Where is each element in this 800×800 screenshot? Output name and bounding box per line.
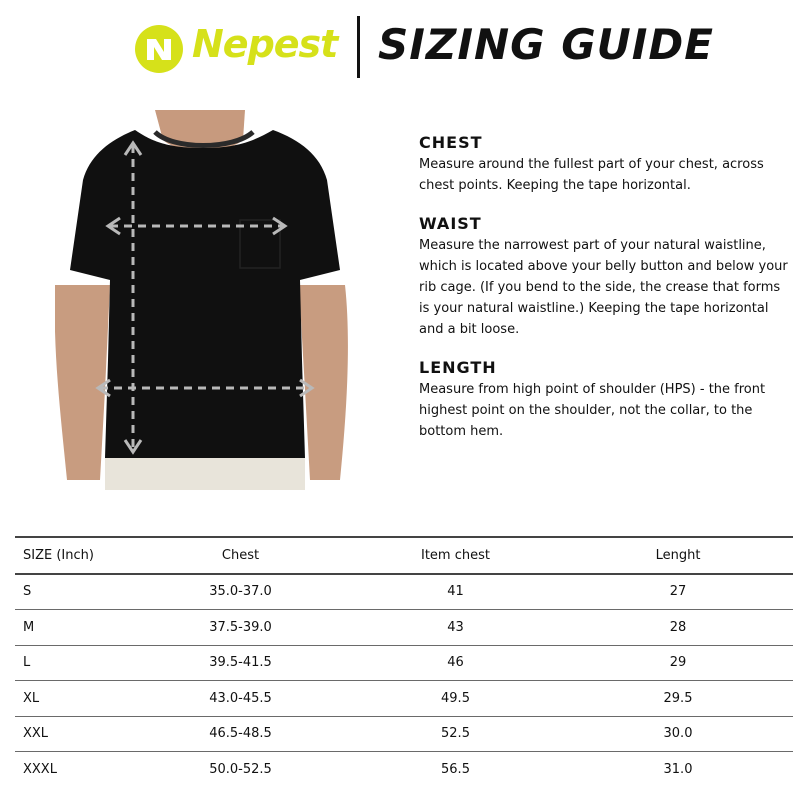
chest-cell: 43.0-45.5: [133, 681, 348, 717]
chest-title: CHEST: [419, 133, 483, 152]
header-divider: [357, 16, 360, 78]
table-header-row: [15, 537, 793, 574]
header-size: SIZE (Inch): [15, 537, 133, 574]
header-item-chest: Item chest: [348, 537, 563, 574]
item-chest-cell: 46: [348, 645, 563, 681]
table-row: [15, 752, 793, 787]
table-row: [15, 716, 793, 752]
item-chest-cell: 52.5: [348, 716, 563, 752]
size-cell: S: [15, 574, 133, 610]
table-row: [15, 645, 793, 681]
item-chest-cell: 49.5: [348, 681, 563, 717]
length-cell: 29: [563, 645, 793, 681]
chest-cell: 39.5-41.5: [133, 645, 348, 681]
waist-title: WAIST: [419, 214, 482, 233]
size-cell: XXL: [15, 716, 133, 752]
chest-text: Measure around the fullest part of your chest, across chest points. Keeping the tape horizontal.: [419, 157, 764, 193]
length-cell: 27: [563, 574, 793, 610]
length-cell: 30.0: [563, 716, 793, 752]
measurement-instructions: [419, 133, 794, 460]
nepest-logo-icon: [134, 24, 184, 74]
length-cell: 28: [563, 610, 793, 646]
length-text: Measure from high point of shoulder (HPS) - the front highest point on the shoulder, not the collar, to the bottom hem.: [419, 382, 766, 439]
chest-cell: 35.0-37.0: [133, 574, 348, 610]
chest-section: [419, 133, 794, 196]
waist-section: [419, 214, 794, 340]
chest-cell: 37.5-39.0: [133, 610, 348, 646]
size-cell: XL: [15, 681, 133, 717]
header-length: Lenght: [563, 537, 793, 574]
item-chest-cell: 43: [348, 610, 563, 646]
length-section: [419, 358, 794, 442]
table-row: [15, 681, 793, 717]
chest-cell: 50.0-52.5: [209, 761, 272, 777]
chest-cell: 46.5-48.5: [133, 716, 348, 752]
page-title: SIZING GUIDE: [378, 20, 714, 69]
table-row: [15, 574, 793, 610]
length-cell: 29.5: [563, 681, 793, 717]
header: [0, 0, 800, 110]
item-chest-cell: 41: [348, 574, 563, 610]
size-cell: M: [15, 610, 133, 646]
length-cell: 31.0: [663, 761, 693, 777]
size-cell: XXXL: [23, 761, 57, 777]
table-row: [15, 610, 793, 646]
length-title: LENGTH: [419, 358, 497, 377]
waist-text: Measure the narrowest part of your natural waistline, which is located above your belly button and below your rib cage. (If you bend to the side, the crease that forms is your natural waistline.) Keeping the tape horizontal and a bit loose.: [419, 238, 788, 337]
header-chest: Chest: [133, 537, 348, 574]
model-tshirt-illustration: [55, 110, 355, 490]
size-table: [15, 536, 793, 787]
brand-name: Nepest: [192, 22, 338, 66]
item-chest-cell: 56.5: [441, 761, 470, 777]
size-cell: L: [15, 645, 133, 681]
